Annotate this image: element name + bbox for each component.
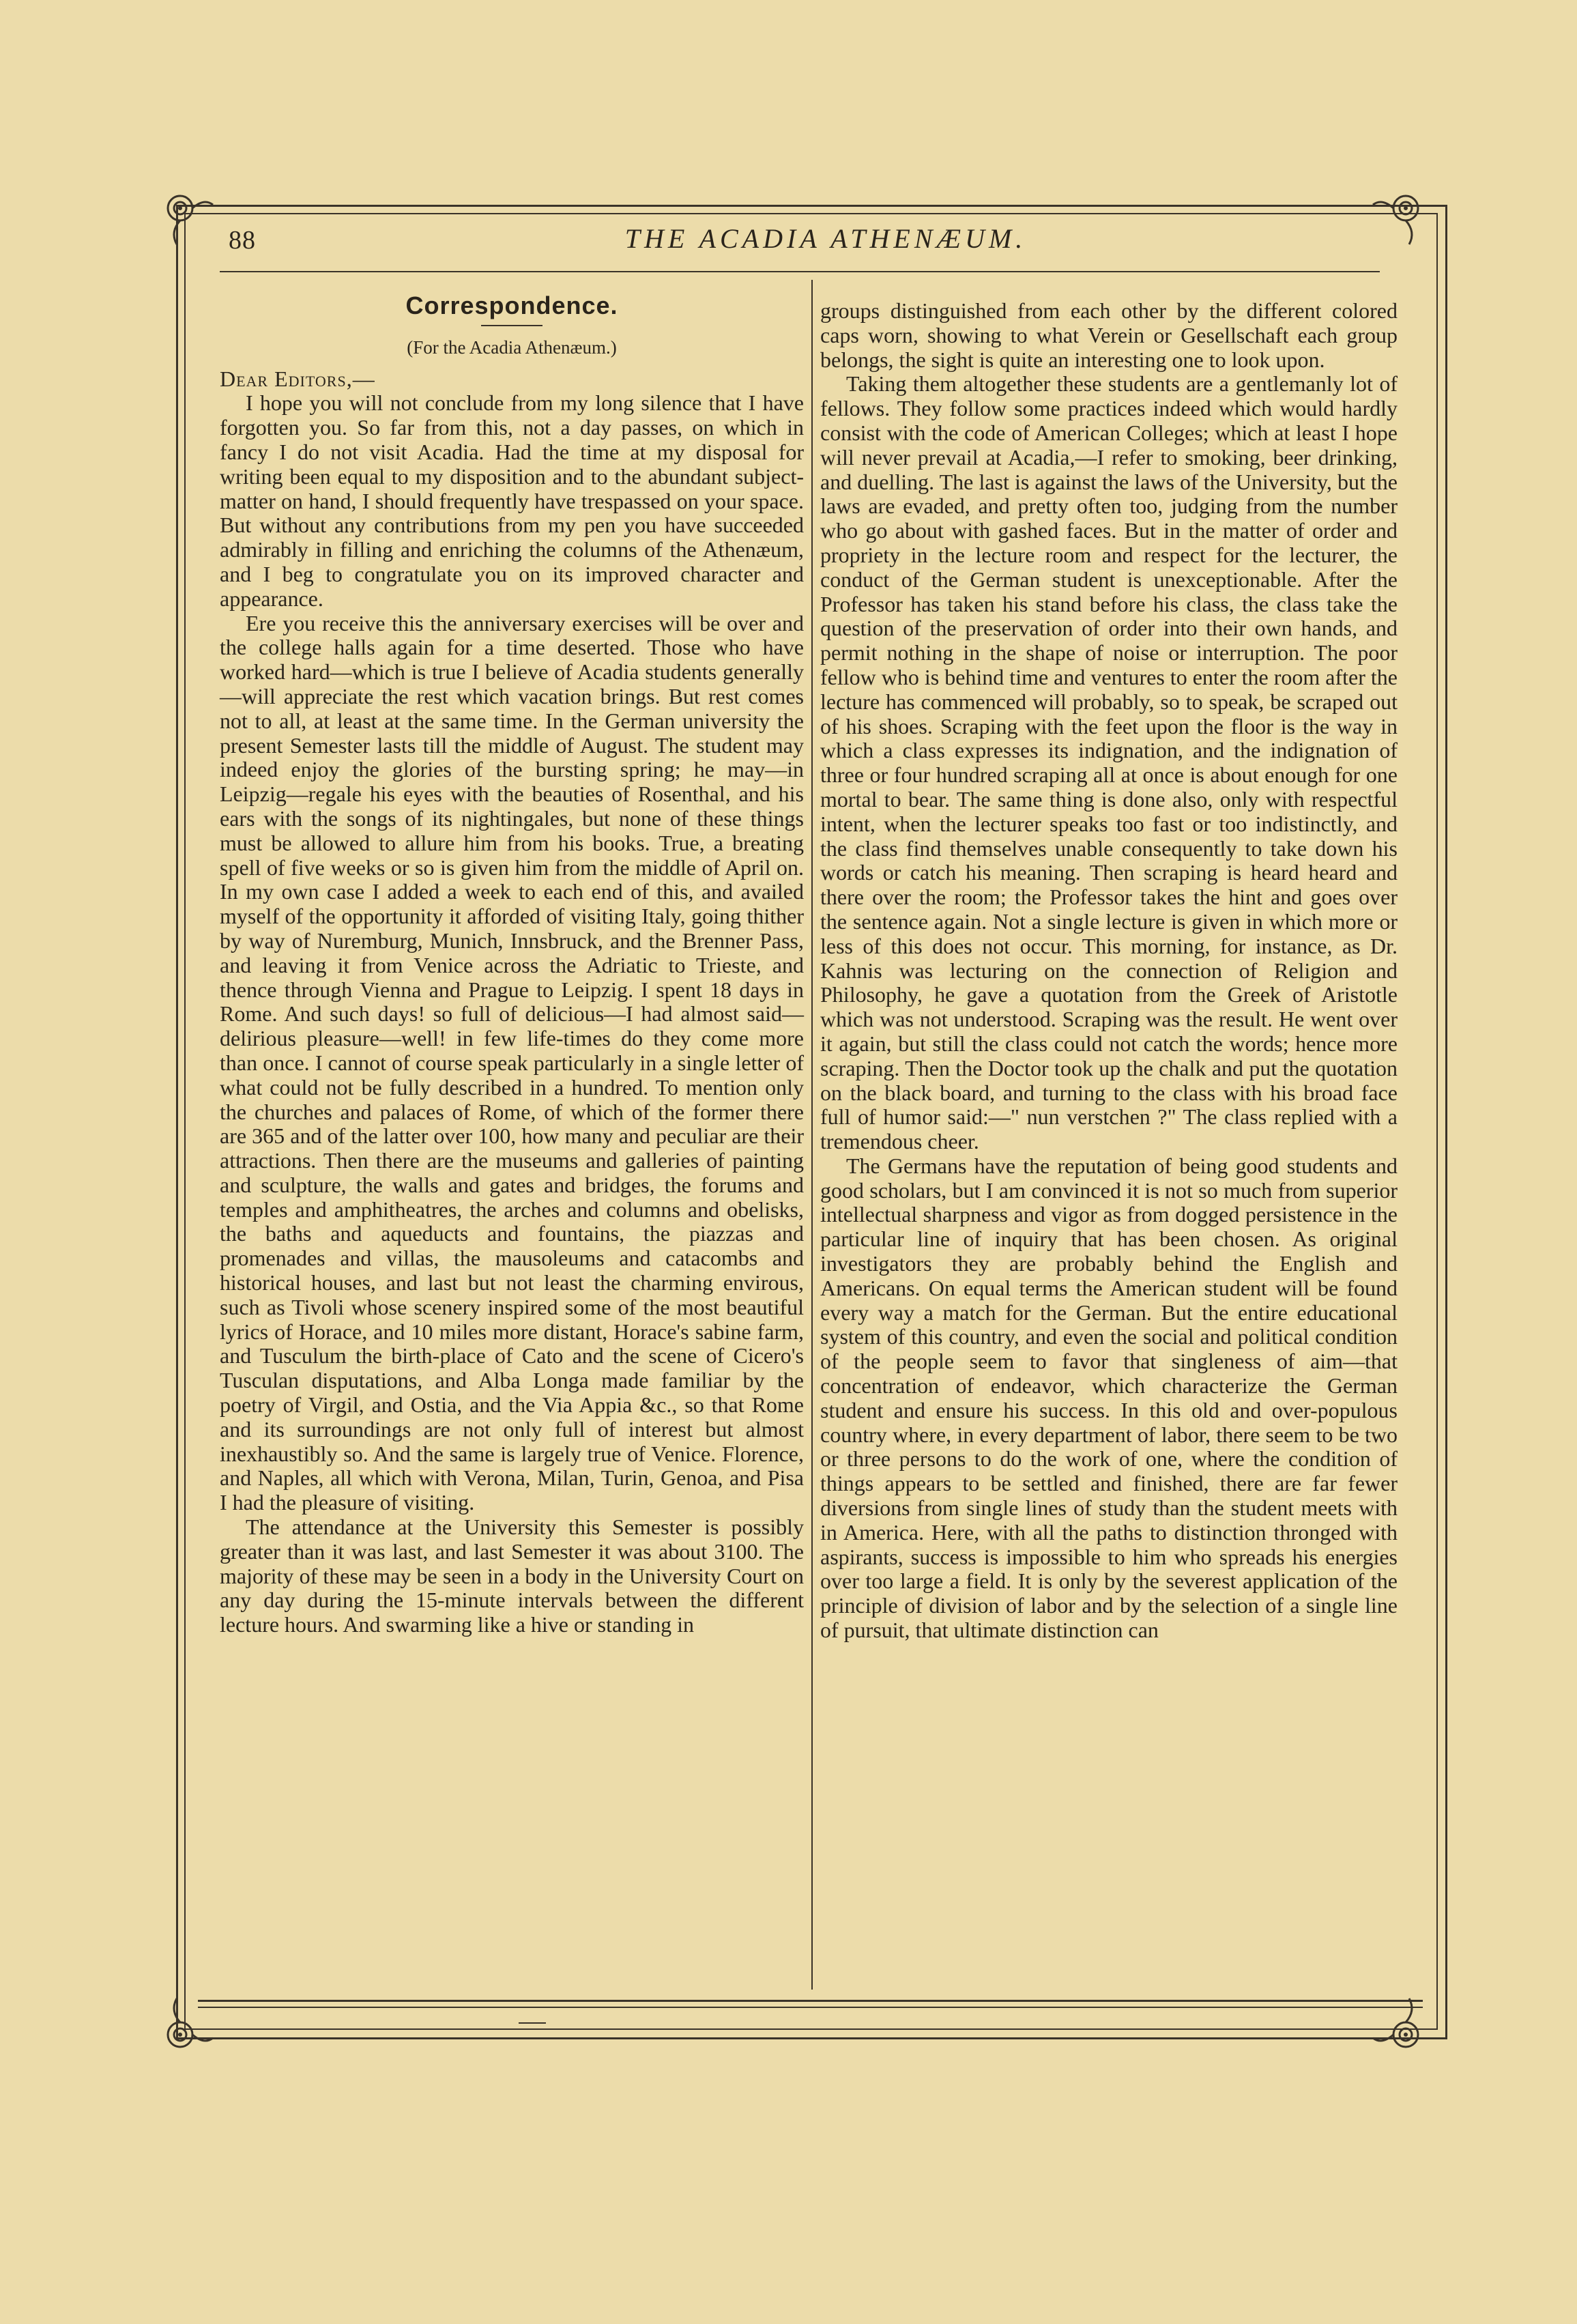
bottom-rule	[198, 2000, 1423, 2002]
running-head: THE ACADIA ATHENÆUM.	[624, 223, 1027, 254]
bottom-mark	[519, 2022, 546, 2024]
left-column	[220, 293, 804, 1637]
paragraph: Taking them altogether these students are a gentlemanly lot of fellows. They follow some practices indeed which would hardly consist with the code of American Colleges; which at least I hope will never prevail at Acadia,—I refer to smoking, beer drinking, and duelling. The last is against the laws of the University, but the laws are evaded, and pretty often too, judging from the number who go about with gashed faces. But in the matter of order and propriety in the lecture room and respect for the lecturer, the conduct of the German student is unexceptionable. After the Professor has taken his stand before his class, the class take the question of the preservation of order into their own hands, and permit nothing in the shape of noise or interruption. The poor fellow who is behind time and ventures to enter the room after the lecture has commenced will probably, so to speak, be scraped out of his shoes. Scraping with the feet upon the floor is the way in which a class expresses its indignation, and the indignation of three or four hundred scraping all at once is about enough for one mortal to bear. The same thing is done also, only with respectful intent, when the lecturer speaks too fast or too indistinctly, and the class find themselves unable consequently to take down his words or catch his meaning. Then scraping is heard heard and there over the room; the Professor takes the hint and goes over the sentence again. Not a single lecture is given in which more or less of this does not occur. This morning, for instance, as Dr. Kahnis was lecturing on the connection of Religion and Philosophy, he gave a quotation from the Greek of Aristotle which was not understood. Scraping was the result. He went over it again, but still the class could not catch the words; hence more scraping. Then the Doctor took up the chalk and put the quotation on the black board, and turning to the class with his broad face full of humor said:—" nun verstchen ?" The class replied with a tremendous cheer.	[820, 371, 1398, 1154]
corner-ornament-icon	[1372, 1997, 1433, 2058]
corner-ornament-icon	[153, 184, 214, 246]
paragraph: The Germans have the reputation of being good students and good scholars, but I am convinced it is not so much from superior intellectual sharpness and vigor as from dogged persistence in the particular line of inquiry that has been chosen. As original investigators they are probably behind the English and Americans. On equal terms the American student will be found every way a match for the German. But the entire educational system of this country, and even the social and political condition of the people seem to favor that singleness of aim—that concentration of endeavor, which characterize the German student and ensure his success. In this old and over-populous country where, in every department of labor, there seem to be two or three persons to do the work of one, where the condition of things appears to be settled and finished, there are far fewer diversions from single lines of study than the student meets with in America. Here, with all the paths to distinction thronged with aspirants, success is impossible to him who spreads his energies over too large a field. It is only by the severest application of the principle of division of labor and by the selection of a single line of pursuit, that ultimate distinction can	[820, 1153, 1398, 1643]
page-number: 88	[229, 226, 256, 255]
paragraph: Ere you receive this the anniversary exercises will be over and the college halls again for a time deserted. Those who have worked hard—which is true I believe of Acadia students generally—will appreciate the rest which vacation brings. But rest comes not to all, at least at the same time. In the German university the present Semester lasts till the middle of August. The student may indeed enjoy the glories of the bursting spring; he may—in Leipzig—regale his eyes with the beauties of Rosenthal, and his ears with the songs of its nightingales, but none of these things must be allowed to allure him from his books. True, a breating spell of five weeks or so is given him from the middle of April on. In my own case I added a week to each end of this, and availed myself of the opportunity it afforded of visiting Italy, going thither by way of Nuremburg, Munich, Innsbruck, and the Brenner Pass, and leaving it from Venice across the Adriatic to Trieste, and thence through Vienna and Prague to Leipzig. I spent 18 days in Rome. And such days! so full of delicious—I had almost said—delirious pleasure—well! in few life-times do they come more than once. I cannot of course speak particularly in a single letter of what could not be fully described in a hundred. To mention only the churches and palaces of Rome, of which of the former there are 365 and of the latter over 100, how many and peculiar are their attractions. Then there are the museums and galleries of painting and sculpture, the walls and gates and bridges, the forums and temples and amphitheatres, the arches and columns and obelisks, the baths and aqueducts and fountains, the piazzas and promenades and villas, the mausoleums and catacombs and historical houses, and last but not least the charming envirous, such as Tivoli whose scenery inspired some of the most beautiful lyrics of Horace, and 10 miles more distant, Horace's sabine farm, and Tusculum the birth-place of Cato and the scene of Cicero's Tusculan disputations, and Alba Longa made familiar by the poetry of Virgil, and Ostia, and the Via Appia &c., so that Rome and its surroundings are not only full of interest but almost inexhaustibly so. And the same is largely true of Venice. Florence, and Naples, all which with Verona, Milan, Turin, Genoa, and Pisa I had the pleasure of visiting.	[220, 610, 804, 1515]
title-rule	[481, 325, 542, 326]
paragraph: groups distinguished from each other by the different colored caps worn, showing to what Verein or Gesellschaft each group belongs, the sight is quite an interesting one to look upon.	[820, 298, 1398, 372]
corner-ornament-icon	[1372, 184, 1433, 246]
header-rule	[220, 271, 1380, 272]
salutation: Dear Editors,—	[220, 366, 375, 391]
article-byline: (For the Acadia Athenæum.)	[407, 336, 617, 358]
right-column	[820, 299, 1398, 1643]
paragraph: I hope you will not conclude from my long silence that I have forgotten you. So far from this, not a day passes, on which in fancy I do not visit Acadia. Had the time at my disposal for writing been equal to my disposition and to the abundant subject-matter on hand, I should frequently have trespassed on your space. But without any contributions from my pen you have succeeded admirably in filling and enriching the columns of the Athenæum, and I beg to congratulate you on its improved character and appearance.	[220, 390, 804, 611]
column-divider	[811, 280, 813, 1990]
paragraph: The attendance at the University this Semester is possibly greater than it was last, and last Semester it was about 3100. The majority of these may be seen in a body in the University Court on any day during the 15-minute intervals between the different lecture hours. And swarming like a hive or standing in	[220, 1515, 804, 1637]
article-title: Correspondence.	[405, 291, 618, 319]
bottom-rule-inner	[198, 2007, 1423, 2008]
corner-ornament-icon	[153, 1997, 214, 2058]
